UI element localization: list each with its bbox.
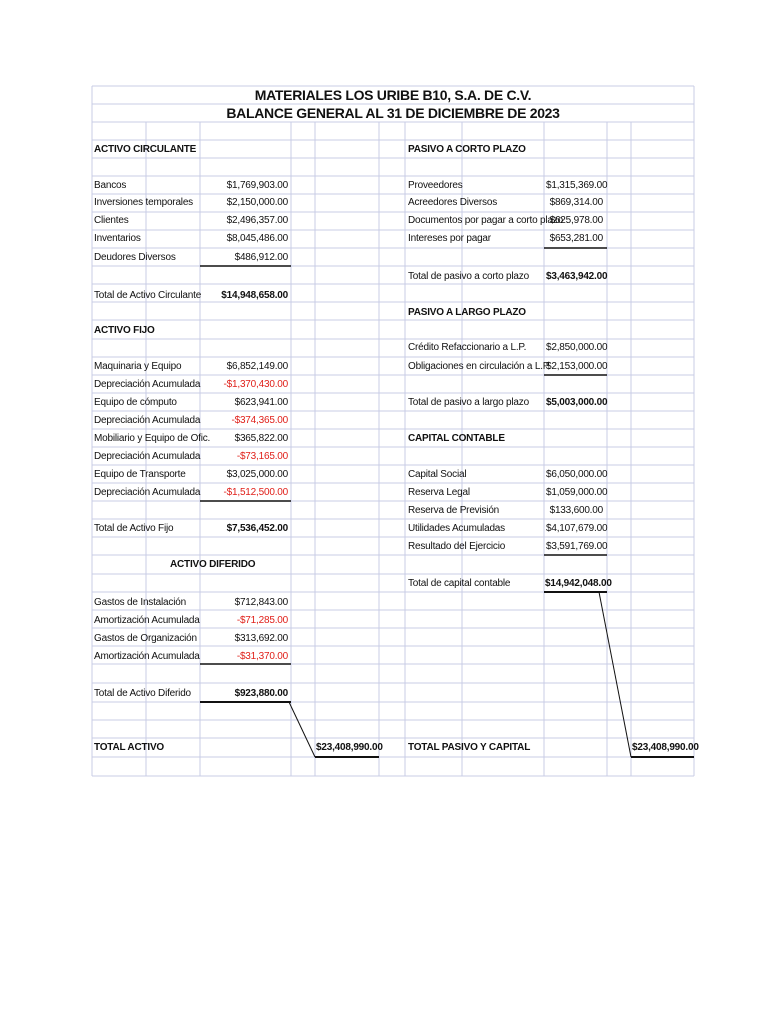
equity-value: $133,600.00 [549, 505, 603, 516]
short-term-total-label: Total de pasivo a corto plazo [408, 271, 529, 282]
asset-label: Inventarios [94, 233, 141, 244]
equity-value: $1,059,000.00 [546, 487, 608, 498]
liability-value: $2,850,000.00 [546, 342, 608, 353]
asset-value-negative: -$374,365.00 [231, 415, 288, 426]
asset-label: Gastos de Organización [94, 633, 197, 644]
asset-value: $712,843.00 [234, 597, 288, 608]
short-term-total-value: $3,463,942.00 [546, 271, 608, 282]
equity-value: $4,107,679.00 [546, 523, 608, 534]
long-term-total-value: $5,003,000.00 [546, 397, 608, 408]
asset-label: Depreciación Acumulada [94, 415, 201, 426]
equity-label: Reserva de Previsión [408, 505, 500, 516]
liability-label: Acreedores Diversos [408, 197, 498, 208]
asset-label: Depreciación Acumulada [94, 379, 201, 390]
asset-value: $486,912.00 [234, 252, 288, 263]
asset-value: $2,496,357.00 [226, 215, 288, 226]
liability-label: Proveedores [408, 180, 463, 191]
section-heading-long-term-liabilities: PASIVO A LARGO PLAZO [408, 307, 526, 318]
equity-label: Utilidades Acumuladas [408, 523, 505, 534]
asset-value-negative: -$1,370,430.00 [223, 379, 288, 390]
equity-total-label: Total de capital contable [408, 578, 511, 589]
asset-label: Bancos [94, 180, 127, 191]
asset-value: $3,025,000.00 [226, 469, 288, 480]
asset-value: $365,822.00 [234, 433, 288, 444]
total-assets-value: $23,408,990.00 [316, 742, 383, 753]
equity-value: $3,591,769.00 [546, 541, 608, 552]
section-heading-current-assets: ACTIVO CIRCULANTE [94, 144, 197, 155]
asset-value: $1,769,903.00 [226, 180, 288, 191]
asset-value-negative: -$1,512,500.00 [223, 487, 288, 498]
liability-label: Crédito Refaccionario a L.P. [408, 342, 527, 353]
asset-label: Amortización Acumulada [94, 615, 200, 626]
deferred-assets-total-label: Total de Activo Diferido [94, 688, 191, 699]
connector-line [289, 702, 315, 757]
section-heading-fixed-assets: ACTIVO FIJO [94, 325, 155, 336]
liability-value: $653,281.00 [549, 233, 603, 244]
liability-value: $625,978.00 [549, 215, 603, 226]
asset-value-negative: -$31,370.00 [236, 651, 288, 662]
current-assets-total-label: Total de Activo Circulante [94, 290, 202, 301]
asset-value: $6,852,149.00 [226, 361, 288, 372]
total-liabilities-equity-label: TOTAL PASIVO Y CAPITAL [408, 742, 531, 753]
section-heading-deferred-assets: ACTIVO DIFERIDO [170, 559, 256, 570]
asset-value: $623,941.00 [234, 397, 288, 408]
company-title: MATERIALES LOS URIBE B10, S.A. DE C.V. [254, 87, 532, 103]
asset-label: Equipo de Transporte [94, 469, 186, 480]
fixed-assets-total-value: $7,536,452.00 [226, 523, 288, 534]
asset-label: Depreciación Acumulada [94, 451, 201, 462]
asset-value-negative: -$71,285.00 [236, 615, 288, 626]
asset-value: $8,045,486.00 [226, 233, 288, 244]
current-assets-total-value: $14,948,658.00 [221, 290, 288, 301]
fixed-assets-total-label: Total de Activo Fijo [94, 523, 174, 534]
equity-label: Capital Social [408, 469, 467, 480]
asset-value: $2,150,000.00 [226, 197, 288, 208]
report-title: BALANCE GENERAL AL 31 DE DICIEMBRE DE 2023 [226, 105, 560, 121]
deferred-assets-total-value: $923,880.00 [234, 688, 288, 699]
equity-label: Reserva Legal [408, 487, 470, 498]
connector-line [599, 592, 631, 757]
liability-label: Obligaciones en circulación a L.P. [408, 361, 551, 372]
section-heading-equity: CAPITAL CONTABLE [408, 433, 505, 444]
asset-value-negative: -$73,165.00 [236, 451, 288, 462]
equity-total-value: $14,942,048.00 [545, 578, 612, 589]
liability-label: Intereses por pagar [408, 233, 491, 244]
asset-label: Depreciación Acumulada [94, 487, 201, 498]
asset-label: Mobiliario y Equipo de Ofic. [94, 433, 211, 444]
liability-value: $1,315,369.00 [546, 180, 608, 191]
liability-label: Documentos por pagar a corto plazo [408, 215, 563, 226]
asset-label: Amortización Acumulada [94, 651, 200, 662]
liability-value: $2,153,000.00 [546, 361, 608, 372]
section-heading-short-term-liabilities: PASIVO A CORTO PLAZO [408, 144, 526, 155]
equity-label: Resultado del Ejercicio [408, 541, 506, 552]
asset-label: Gastos de Instalación [94, 597, 186, 608]
asset-label: Inversiones temporales [94, 197, 193, 208]
liability-value: $869,314.00 [549, 197, 603, 208]
total-liabilities-equity-value: $23,408,990.00 [632, 742, 699, 753]
asset-label: Clientes [94, 215, 129, 226]
asset-value: $313,692.00 [234, 633, 288, 644]
equity-value: $6,050,000.00 [546, 469, 608, 480]
asset-label: Maquinaria y Equipo [94, 361, 182, 372]
asset-label: Deudores Diversos [94, 252, 176, 263]
total-assets-label: TOTAL ACTIVO [94, 742, 165, 753]
asset-label: Equipo de cómputo [94, 397, 177, 408]
long-term-total-label: Total de pasivo a largo plazo [408, 397, 529, 408]
